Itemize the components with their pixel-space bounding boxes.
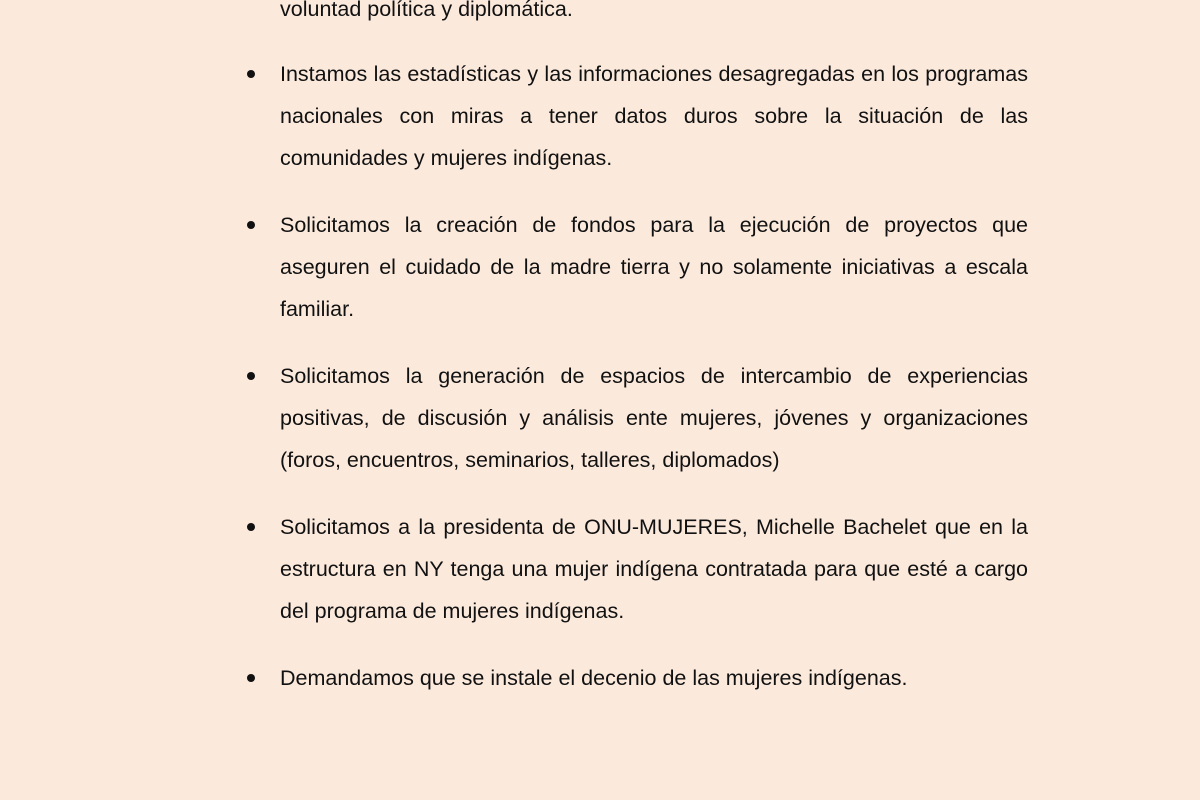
bullet-icon <box>247 372 255 380</box>
list-item-text: Instamos las estadísticas y las informaciones desagregadas en los programas nacionales con miras a tener datos duros sobre la situación de las comunidades y mujeres indígenas. <box>280 62 1028 170</box>
list-item-text: Solicitamos la creación de fondos para la ejecución de proyectos que aseguren el cuidado de la madre tierra y no solamente iniciativas a escala familiar. <box>280 213 1028 321</box>
list-item <box>0 355 1200 481</box>
list-item <box>0 53 1200 179</box>
bullet-icon <box>247 221 255 229</box>
list-item-text: Demandamos que se instale el decenio de las mujeres indígenas. <box>280 666 908 690</box>
bullet-icon <box>247 674 255 682</box>
list-item <box>0 506 1200 632</box>
bullet-icon <box>247 523 255 531</box>
bullet-icon <box>247 70 255 78</box>
list-item <box>0 204 1200 330</box>
continued-paragraph-fragment: voluntad política y diplomática. <box>280 0 573 21</box>
list-item-text: Solicitamos la generación de espacios de intercambio de experiencias positivas, de discusión y análisis ente mujeres, jóvenes y organizaciones (foros, encuentros, seminarios, talleres, diplomados) <box>280 364 1028 472</box>
list-item <box>0 657 1200 699</box>
bullet-list <box>0 53 1200 724</box>
list-item-text: Solicitamos a la presidenta de ONU-MUJERES, Michelle Bachelet que en la estructura en NY tenga una mujer indígena contratada para que esté a cargo del programa de mujeres indígenas. <box>280 515 1028 623</box>
